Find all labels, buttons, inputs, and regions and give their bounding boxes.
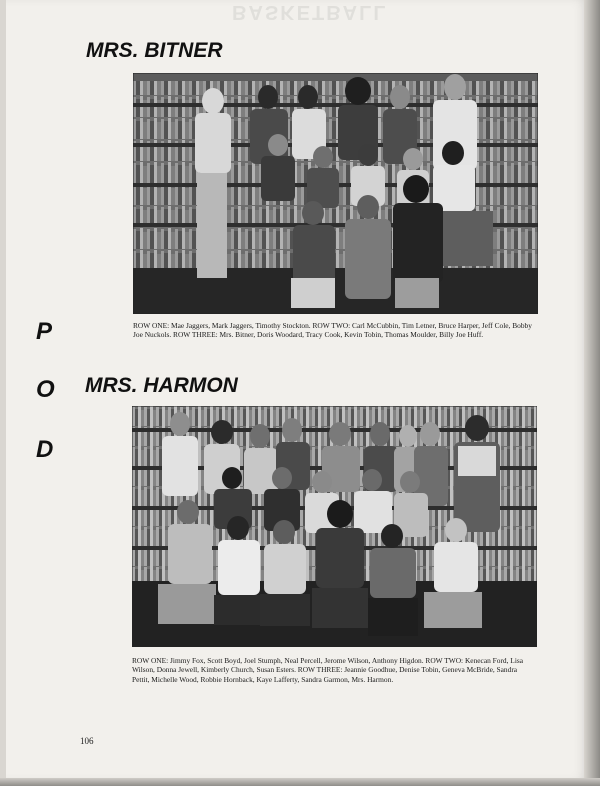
photo-caption-bitner: ROW ONE: Mae Jaggers, Mark Jaggers, Timothy Stockton. ROW TWO: Carl McCubbin, Tim Letner, Bruce Harper, Jeff Cole, Bobby Joe Nuckols. ROW THREE: Mrs. Bitner, Doris Woodard, Tracy Cook, Kevin Tobin, Thomas Moulder, Billy Joe Huff. [133,321,532,340]
side-letter-o: O [36,376,55,403]
class-photo-bitner [133,73,538,314]
side-letter-d: D [36,436,54,463]
teacher-heading-harmon: MRS. HARMON [85,374,238,397]
photo-caption-harmon: ROW ONE: Jimmy Fox, Scott Boyd, Joel Stumph, Neal Percell, Jerome Wilson, Anthony Higdon. ROW TWO: Kenecan Ford, Lisa Wilson, Donna Jewell, Kimberly Church, Susan Esters. ROW THREE: Jeannie Goodhue, Denise Tobin, Geneva McBride, Sandra Pettit, Michelle Wood, Robbie Hornback, Kaye Lafferty, Sandra Garmon, Mrs. Harmon. [132,656,524,684]
class-photo-bitner-image [133,73,538,314]
side-letter-p: P [36,318,53,345]
class-photo-harmon [132,406,537,647]
class-photo-harmon-image [132,406,537,647]
page-number: 106 [80,736,94,746]
bleed-through-text: BASKETBALL [232,1,388,23]
page-edge-shadow [584,0,600,786]
yearbook-page [6,0,590,780]
teacher-heading-bitner: MRS. BITNER [86,39,223,62]
page-bottom-edge [0,778,600,786]
